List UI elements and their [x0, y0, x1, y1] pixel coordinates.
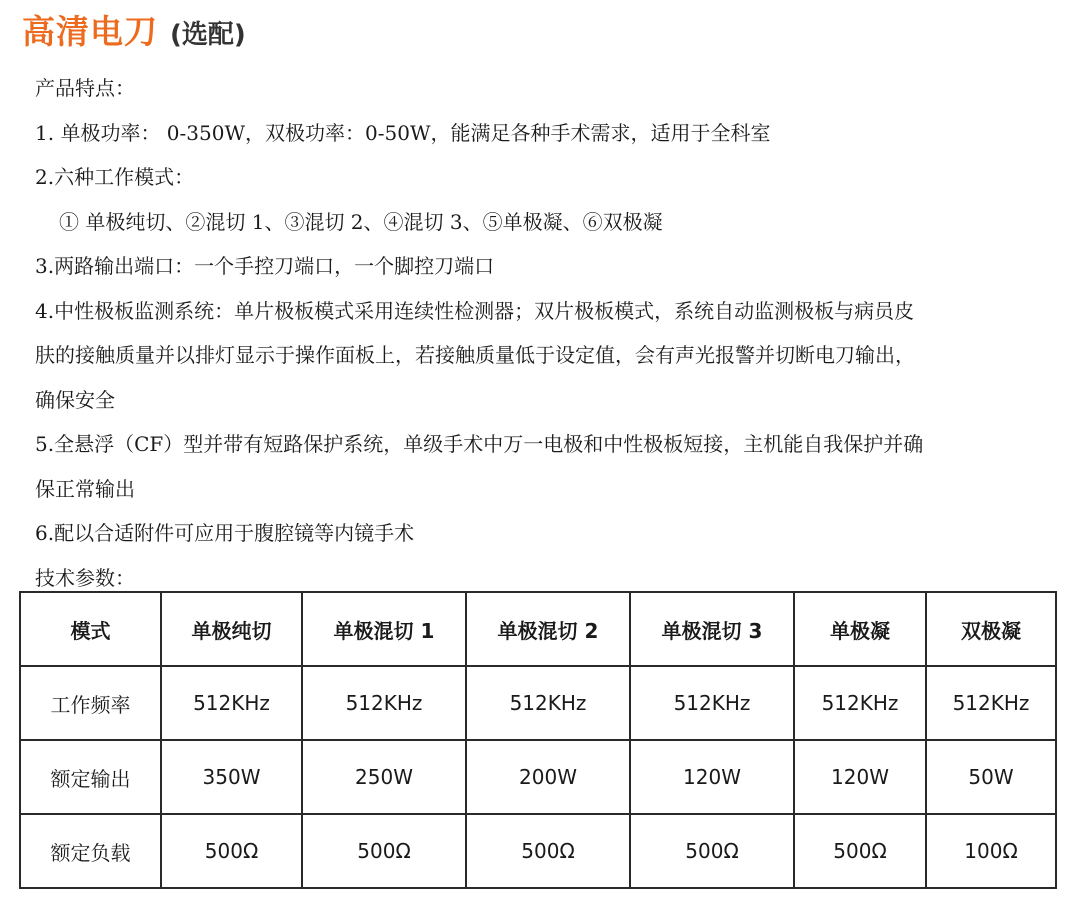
table-cell: 350W	[161, 740, 302, 814]
feature-line-1: 1. 单极功率： 0-350W，双极功率：0-50W，能满足各种手术需求，适用于全科室	[35, 120, 771, 145]
header-cell: 单极混切 1	[302, 592, 466, 666]
title-subtitle: (选配)	[170, 20, 246, 50]
row-label-cell: 工作频率	[20, 666, 161, 740]
table-cell: 512KHz	[926, 666, 1056, 740]
feature-line-5a: 5.全悬浮（CF）型并带有短路保护系统，单级手术中万一电极和中性极板短接，主机能自我保护并确	[35, 432, 924, 456]
header-cell: 单极混切 2	[466, 592, 630, 666]
table-cell: 500Ω	[630, 814, 794, 888]
feature-line-2: 2.六种工作模式：	[35, 165, 195, 189]
table-cell: 100Ω	[926, 814, 1056, 888]
table-cell: 512KHz	[794, 666, 926, 740]
feature-line-4a: 4.中性极板监测系统：单片极板模式采用连续性检测器；双片极板模式，系统自动监测极板与病员皮	[35, 298, 915, 323]
table-cell: 512KHz	[630, 666, 794, 740]
table-cell: 512KHz	[161, 666, 302, 740]
row-label-cell: 额定输出	[20, 740, 161, 814]
header-cell: 单极纯切	[161, 592, 302, 666]
feature-line-3: 3.两路输出端口：一个手控刀端口，一个脚控刀端口	[35, 254, 495, 278]
header-cell: 单极凝	[794, 592, 926, 666]
spec-table	[19, 591, 1057, 889]
table-cell: 50W	[926, 740, 1056, 814]
header-cell: 模式	[20, 592, 161, 666]
table-row	[20, 666, 1056, 740]
feature-line-4c: 确保安全	[35, 387, 115, 412]
feature-line-4b: 肤的接触质量并以排灯显示于操作面板上，若接触质量低于设定值，会有声光报警并切断电刀输出，	[35, 343, 915, 367]
row-label-cell: 额定负载	[20, 814, 161, 888]
table-cell: 512KHz	[302, 666, 466, 740]
table-cell: 512KHz	[466, 666, 630, 740]
table-cell: 200W	[466, 740, 630, 814]
page-title	[22, 6, 246, 52]
table-cell: 500Ω	[302, 814, 466, 888]
feature-line-modes: ① 单极纯切、②混切 1、③混切 2、④混切 3、⑤单极凝、⑥双极凝	[59, 209, 663, 234]
feature-line-6: 6.配以合适附件可应用于腹腔镜等内镜手术	[35, 521, 415, 545]
table-cell: 120W	[794, 740, 926, 814]
features-section	[35, 66, 1055, 600]
table-header-row	[20, 592, 1056, 666]
header-cell: 单极混切 3	[630, 592, 794, 666]
table-cell: 500Ω	[161, 814, 302, 888]
spec-table-wrapper	[19, 591, 1057, 889]
table-cell: 500Ω	[794, 814, 926, 888]
table-row	[20, 814, 1056, 888]
feature-line-5b: 保正常输出	[35, 476, 135, 501]
specs-heading: 技术参数：	[35, 565, 135, 590]
table-cell: 250W	[302, 740, 466, 814]
features-heading: 产品特点：	[35, 76, 135, 100]
header-cell: 双极凝	[926, 592, 1056, 666]
table-row	[20, 740, 1056, 814]
table-cell: 120W	[630, 740, 794, 814]
title-text: 高清电刀	[22, 12, 158, 51]
table-cell: 500Ω	[466, 814, 630, 888]
